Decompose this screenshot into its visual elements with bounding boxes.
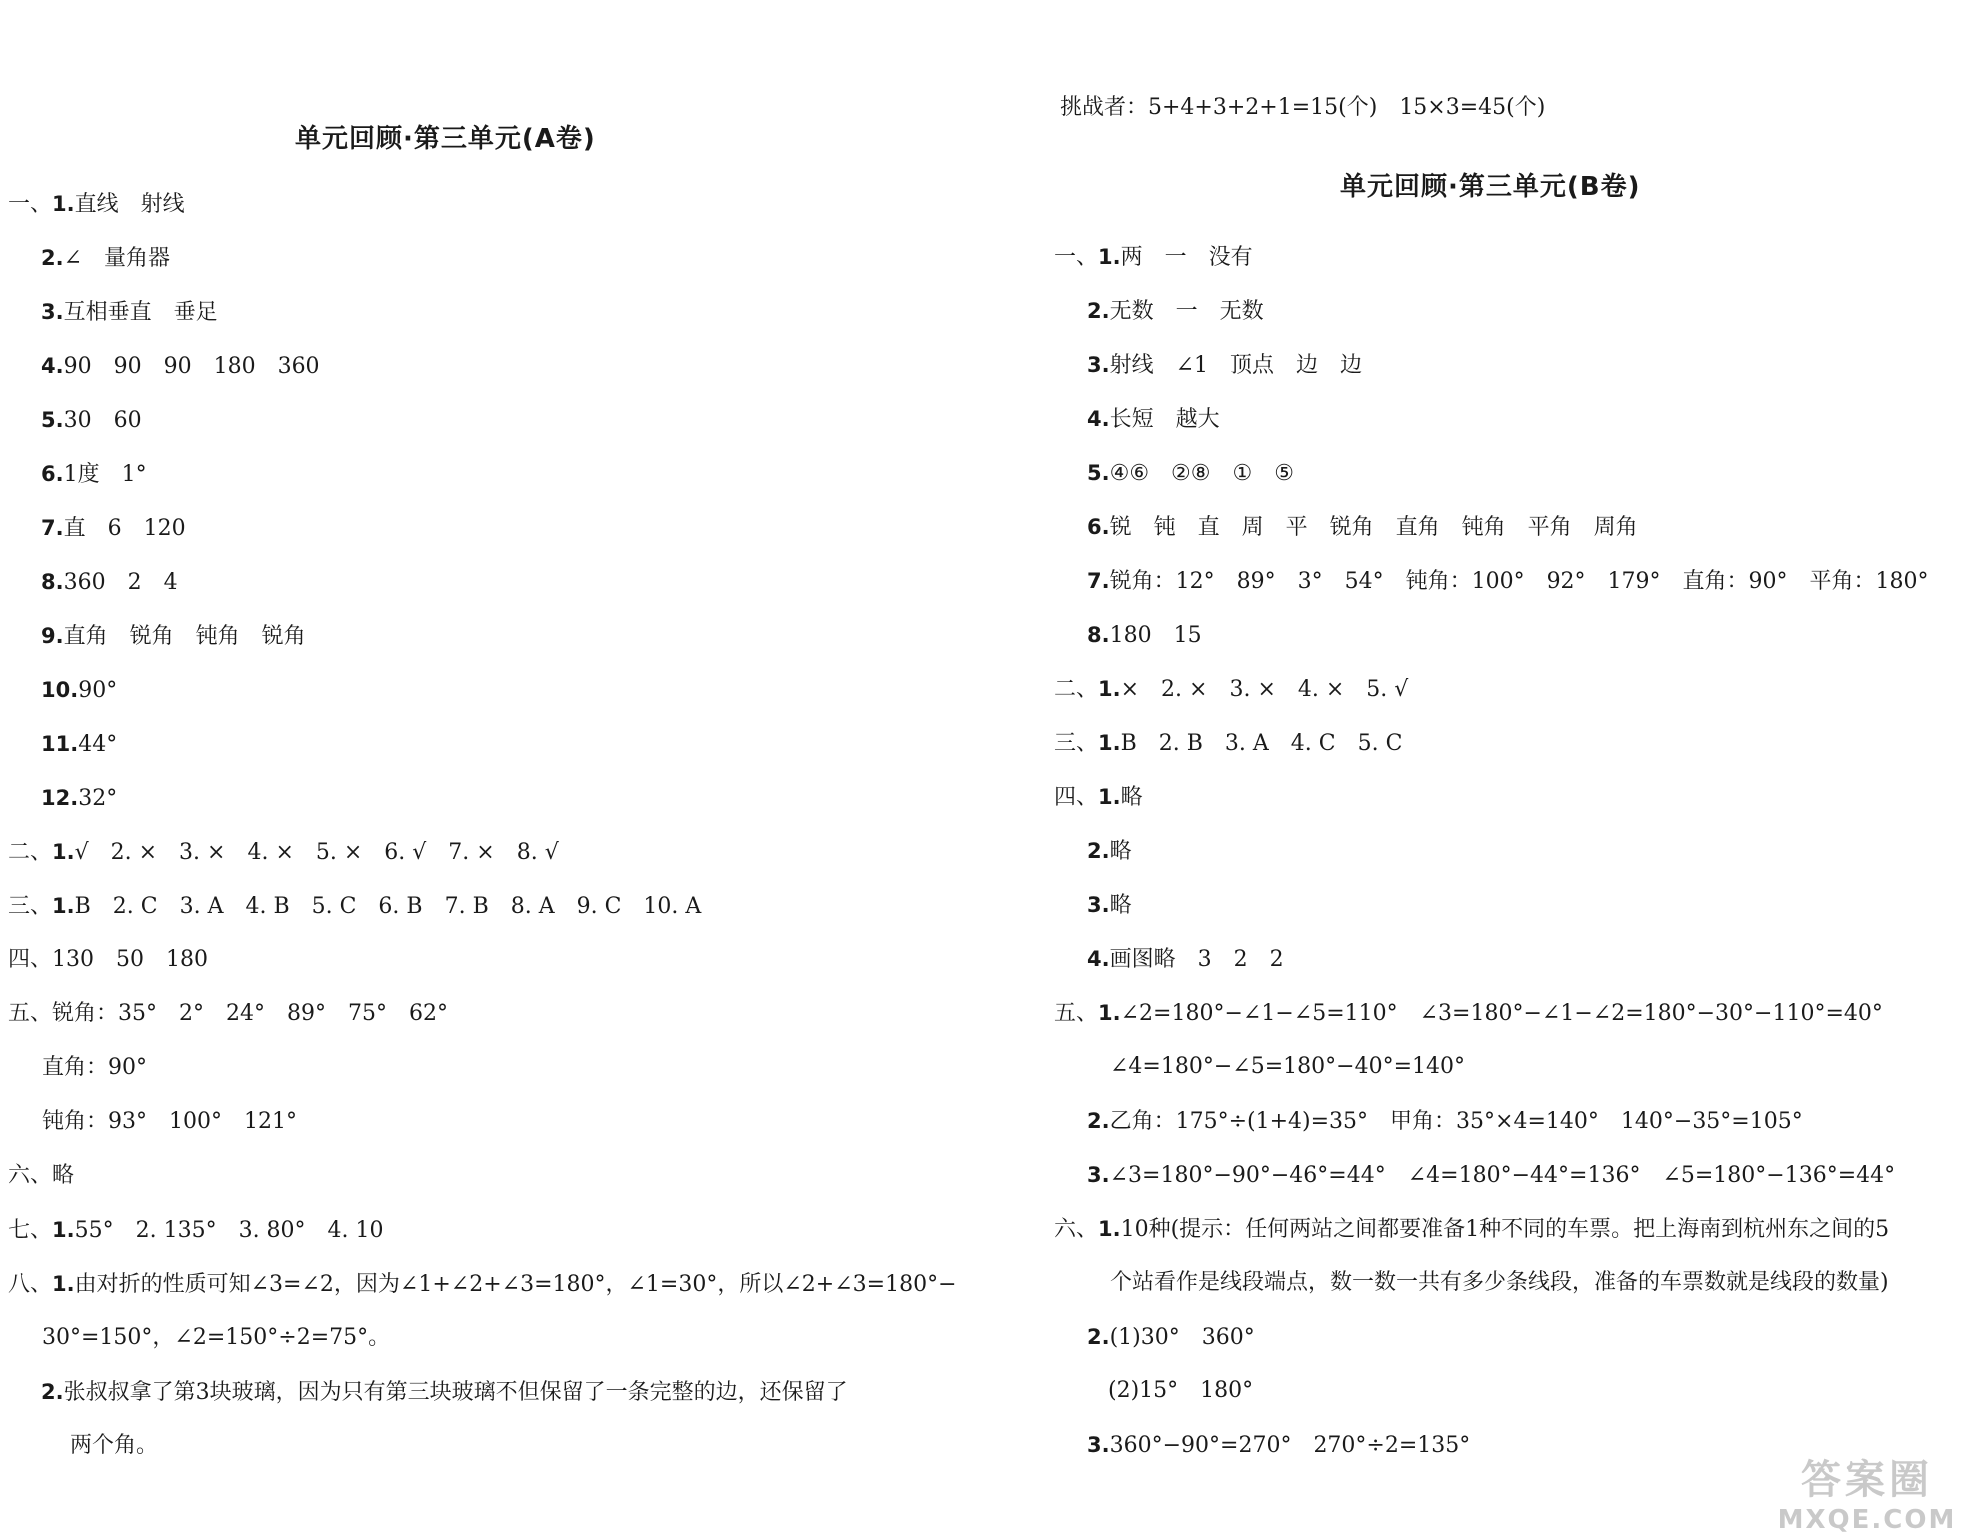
answer-line [1054, 243, 1253, 272]
left-column [0, 0, 960, 1536]
item-number: 1. [1098, 245, 1121, 269]
answer-line [42, 1324, 390, 1352]
answer-line [1054, 1215, 1889, 1244]
answer-line [8, 1000, 448, 1028]
answer-text: (2)15° 180° [1108, 1378, 1254, 1403]
page-title-a: 单元回顾·第三单元(A卷) [295, 124, 596, 154]
answer-line [8, 838, 559, 867]
item-number: 10. [41, 678, 79, 702]
answer-text: 直角：90° [42, 1055, 147, 1080]
item-number: 3. [1087, 1433, 1110, 1457]
answer-text: B 2. C 3. A 4. B 5. C 6. B 7. B 8. A 9. C 10. A [74, 894, 702, 919]
item-number: 9. [41, 624, 64, 648]
item-number: 12. [41, 786, 79, 810]
answer-line [41, 622, 306, 651]
section-prefix: 三、 [1054, 731, 1099, 756]
answer-text: 个站看作是线段端点，数一数一共有多少条线段，准备的车票数就是线段的数量) [1110, 1270, 1889, 1295]
answer-line [70, 1432, 158, 1460]
section-prefix: 一、 [8, 192, 53, 217]
item-number: 5. [1087, 461, 1110, 485]
answer-line [1087, 351, 1362, 380]
challenge-line: 挑战者：5+4+3+2+1=15(个) 15×3=45(个) [1060, 95, 1546, 120]
item-number: 8. [41, 570, 64, 594]
item-number: 1. [52, 192, 75, 216]
answer-line [41, 568, 178, 597]
answer-line [1087, 1107, 1803, 1136]
answer-line [41, 460, 147, 489]
answer-line [8, 1216, 384, 1245]
answer-text: 90 90 90 180 360 [63, 354, 320, 379]
watermark-text: 答案圈 [1801, 1457, 1933, 1503]
answer-line [1087, 513, 1638, 542]
answer-line [41, 676, 117, 705]
answer-text: 两 一 没有 [1120, 245, 1253, 270]
answer-line [1087, 405, 1220, 434]
answer-text: 直 6 120 [63, 516, 186, 541]
answer-text: ∠2=180°−∠1−∠5=110° ∠3=180°−∠1−∠2=180°−30°−110°=40° [1120, 1001, 1883, 1026]
section-prefix: 五、 [1054, 1001, 1099, 1026]
answer-text: 锐角：35° 2° 24° 89° 75° 62° [52, 1001, 448, 1026]
answer-line [1087, 1323, 1255, 1352]
answer-line [8, 1270, 957, 1299]
item-number: 1. [52, 1218, 75, 1242]
answer-line [8, 892, 701, 921]
answer-line [41, 298, 218, 327]
answer-text: 直线 射线 [74, 192, 185, 217]
answer-text: 30°=150°，∠2=150°÷2=75°。 [42, 1325, 391, 1350]
answer-text: ∠ 量角器 [63, 246, 171, 271]
item-number: 2. [41, 1380, 64, 1404]
item-number: 2. [1087, 299, 1110, 323]
answer-line [1087, 1161, 1895, 1190]
answer-line [1087, 621, 1202, 650]
section-prefix: 六、 [8, 1163, 53, 1188]
item-number: 2. [1087, 839, 1110, 863]
answer-text: 30 60 [63, 408, 142, 433]
section-prefix: 二、 [1054, 677, 1099, 702]
answer-text: 锐 钝 直 周 平 锐角 直角 钝角 平角 周角 [1109, 515, 1638, 540]
answer-line [42, 1054, 147, 1082]
item-number: 5. [41, 408, 64, 432]
item-number: 1. [1098, 1217, 1121, 1241]
section-prefix: 八、 [8, 1272, 53, 1297]
answer-line [41, 244, 170, 273]
answer-text: 钝角：93° 100° 121° [42, 1109, 297, 1134]
answer-text: 直角 锐角 钝角 锐角 [63, 624, 306, 649]
answer-line [1110, 1269, 1889, 1297]
answer-text: 互相垂直 垂足 [63, 300, 218, 325]
answer-text: 90° [78, 678, 118, 703]
answer-line [41, 1378, 848, 1407]
answer-text: 55° 2. 135° 3. 80° 4. 10 [74, 1218, 384, 1243]
section-prefix: 二、 [8, 840, 53, 865]
answer-text: 长短 越大 [1109, 407, 1220, 432]
answer-text: 130 50 180 [52, 947, 208, 972]
answer-line [8, 1162, 74, 1190]
answer-text: 射线 ∠1 顶点 边 边 [1109, 353, 1363, 378]
item-number: 2. [1087, 1109, 1110, 1133]
answer-text: 360°−90°=270° 270°÷2=135° [1109, 1433, 1471, 1458]
section-prefix: 四、 [1054, 785, 1099, 810]
item-number: 1. [52, 840, 75, 864]
item-number: 1. [1098, 1001, 1121, 1025]
answer-text: ④⑥ ②⑧ ① ⑤ [1109, 461, 1294, 486]
item-number: 2. [41, 246, 64, 270]
answer-text: 略 [1120, 785, 1143, 810]
section-prefix: 一、 [1054, 245, 1099, 270]
item-number: 2. [1087, 1325, 1110, 1349]
answer-line [1087, 567, 1929, 596]
answer-text: 略 [1109, 893, 1132, 918]
watermark-logo [1772, 1448, 1962, 1535]
answer-text: ∠3=180°−90°−46°=44° ∠4=180°−44°=136° ∠5=180°−136°=44° [1109, 1163, 1896, 1188]
answer-line [1087, 1431, 1470, 1460]
answer-line [1087, 837, 1132, 866]
item-number: 3. [1087, 893, 1110, 917]
item-number: 1. [1098, 785, 1121, 809]
answer-line [1054, 675, 1408, 704]
answer-line [1087, 297, 1264, 326]
item-number: 1. [1098, 731, 1121, 755]
answer-line [1110, 1053, 1465, 1081]
answer-text: 画图略 3 2 2 [1109, 947, 1284, 972]
section-prefix: 五、 [8, 1001, 53, 1026]
answer-line [1054, 783, 1143, 812]
item-number: 1. [52, 1272, 75, 1296]
answer-text: 44° [78, 732, 118, 757]
item-number: 1. [1098, 677, 1121, 701]
item-number: 3. [1087, 353, 1110, 377]
answer-text: 由对折的性质可知∠3=∠2，因为∠1+∠2+∠3=180°，∠1=30°，所以∠2+∠3=180°− [74, 1272, 957, 1297]
item-number: 6. [1087, 515, 1110, 539]
answer-line [8, 946, 208, 974]
section-prefix: 七、 [8, 1218, 53, 1243]
answer-text: 360 2 4 [63, 570, 178, 595]
watermark-url: MXQE.COM [1777, 1505, 1957, 1535]
answer-text: 张叔叔拿了第3块玻璃，因为只有第三块玻璃不但保留了一条完整的边，还保留了 [63, 1380, 848, 1405]
item-number: 11. [41, 732, 79, 756]
answer-text: 乙角：175°÷(1+4)=35° 甲角：35°×4=140° 140°−35°=105° [1109, 1109, 1803, 1134]
answer-line [1054, 999, 1883, 1028]
answer-line [41, 352, 320, 381]
item-number: 3. [1087, 1163, 1110, 1187]
section-prefix: 六、 [1054, 1217, 1099, 1242]
answer-line [1108, 1377, 1253, 1405]
item-number: 6. [41, 462, 64, 486]
item-number: 8. [1087, 623, 1110, 647]
answer-line [1087, 891, 1132, 920]
answer-line [41, 406, 142, 435]
answer-line [41, 730, 117, 759]
item-number: 3. [41, 300, 64, 324]
answer-text: 略 [52, 1163, 75, 1188]
answer-text: 180 15 [1109, 623, 1202, 648]
answer-text: × 2. × 3. × 4. × 5. √ [1120, 677, 1409, 702]
item-number: 1. [52, 894, 75, 918]
right-column [1040, 0, 1978, 1536]
section-prefix: 四、 [8, 947, 53, 972]
answer-line [41, 784, 117, 813]
answer-text: 略 [1109, 839, 1132, 864]
item-number: 7. [41, 516, 64, 540]
item-number: 7. [1087, 569, 1110, 593]
answer-text: 32° [78, 786, 118, 811]
answer-line [1054, 729, 1402, 758]
item-number: 4. [41, 354, 64, 378]
answer-line [1087, 459, 1294, 488]
page-title-b: 单元回顾·第三单元(B卷) [1340, 172, 1641, 202]
answer-text: 锐角：12° 89° 3° 54° 钝角：100° 92° 179° 直角：90° 平角：180° [1109, 569, 1929, 594]
item-number: 4. [1087, 947, 1110, 971]
item-number: 4. [1087, 407, 1110, 431]
answer-text: ∠4=180°−∠5=180°−40°=140° [1110, 1054, 1465, 1079]
answer-text: 两个角。 [70, 1433, 159, 1458]
answer-text: (1)30° 360° [1109, 1325, 1255, 1350]
answer-line [1087, 945, 1284, 974]
answer-text: B 2. B 3. A 4. C 5. C [1120, 731, 1403, 756]
answer-line [8, 190, 185, 219]
section-prefix: 三、 [8, 894, 53, 919]
answer-line [42, 1108, 297, 1136]
answer-line [41, 514, 186, 543]
answer-text: 10种(提示：任何两站之间都要准备1种不同的车票。把上海南到杭州东之间的5 [1120, 1217, 1890, 1242]
answer-text: 无数 一 无数 [1109, 299, 1264, 324]
answer-text: √ 2. × 3. × 4. × 5. × 6. √ 7. × 8. √ [74, 840, 559, 865]
answer-text: 1度 1° [63, 462, 147, 487]
